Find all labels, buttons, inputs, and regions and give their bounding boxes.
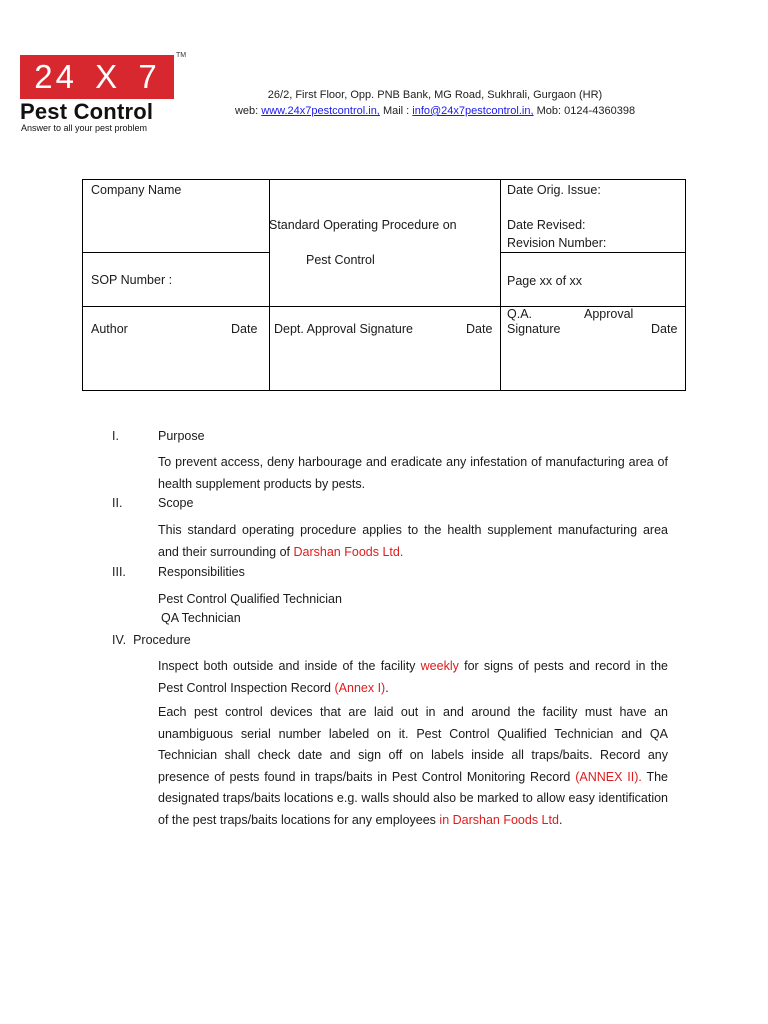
sop-number-label: SOP Number :: [91, 273, 173, 287]
date-revised-label: Date Revised:: [507, 218, 586, 232]
section-2-text: [158, 520, 668, 563]
section-3-number: III.: [112, 565, 126, 579]
p1-text-a: Inspect both outside and inside of the facility: [158, 659, 416, 673]
p2-text-a: Each pest control devices that are laid out in and around the facility must have an unambiguous serial number labeled on it. Pest Control Qualified Technician and QA Technician shall check date and sign off on labels inside all traps/baits. Record any presence of pests found in traps/baits in Pest Control Monitoring Record: [158, 705, 668, 784]
section-4-heading: IV. Procedure: [112, 633, 191, 647]
responsibility-item-1: Pest Control Qualified Technician: [158, 592, 342, 606]
qa-date-label: Date: [651, 322, 678, 336]
mail-label: Mail :: [382, 105, 410, 117]
mail-link[interactable]: info@24x7pestcontrol.in,: [412, 105, 534, 117]
qa-approval-label: Approval: [584, 307, 634, 321]
qa-signature-label: Signature: [507, 322, 561, 336]
company-address: 26/2, First Floor, Opp. PNB Bank, MG Road, Sukhrali, Gurgaon (HR): [267, 89, 603, 101]
dept-approval-label: Dept. Approval Signature: [274, 322, 413, 336]
p2-text-b: The designated traps/baits locations e.g. walls should also be marked to allow easy identification of the pest traps/baits locations for any employees: [158, 769, 668, 827]
sop-title-line1: Standard Operating Procedure on: [269, 218, 457, 232]
table-border-left: [82, 179, 83, 391]
p1-text-b: for signs of pests and record in the Pest Control Inspection Record: [158, 659, 668, 695]
company-name-label: Company Name: [91, 183, 182, 197]
section-2-company: Darshan Foods Ltd.: [293, 544, 404, 559]
section-3-title: Responsibilities: [158, 565, 245, 579]
contact-line: [190, 105, 680, 117]
web-label: web:: [234, 105, 259, 117]
section-1-number: I.: [112, 429, 119, 443]
procedure-paragraph-2: [158, 702, 668, 831]
p2-end: .: [558, 812, 563, 827]
sop-title-line2: Pest Control: [306, 253, 375, 267]
qa-label: Q.A.: [507, 307, 533, 321]
p1-end: .: [385, 680, 389, 695]
procedure-paragraph-1: [158, 656, 668, 699]
dept-date-label: Date: [466, 322, 493, 336]
table-border-right: [685, 179, 686, 391]
responsibility-item-2: QA Technician: [161, 611, 241, 625]
date-orig-issue-label: Date Orig. Issue:: [507, 183, 601, 197]
table-border-bottom: [82, 390, 686, 391]
section-2-title: Scope: [158, 496, 194, 510]
table-hline-left: [82, 252, 270, 253]
sop-header-table: [82, 179, 686, 391]
section-2-body: This standard operating procedure applies to the health supplement manufacturing area and their surrounding of: [158, 523, 668, 559]
table-hline-right: [500, 252, 686, 253]
revision-number-label: Revision Number:: [507, 236, 607, 250]
table-divider-2: [500, 179, 501, 391]
p1-annex: (Annex I): [334, 680, 386, 695]
table-divider-1: [269, 179, 270, 391]
table-border-top: [82, 179, 686, 180]
page-count-label: Page xx of xx: [507, 274, 583, 288]
section-2-number: II.: [112, 496, 123, 510]
p2-annex: (ANNEX II).: [575, 769, 642, 784]
logo-trademark: TM: [176, 52, 187, 59]
mobile-number: Mob: 0124-4360398: [536, 105, 636, 117]
p2-company: in Darshan Foods Ltd: [439, 812, 559, 827]
web-link[interactable]: www.24x7pestcontrol.in,: [261, 105, 380, 117]
logo-tagline: Answer to all your pest problem: [21, 123, 148, 133]
company-logo: [20, 52, 185, 134]
logo-brand: Pest Control: [20, 99, 154, 124]
author-date-label: Date: [231, 322, 258, 336]
logo-number: 24 X 7: [34, 58, 160, 95]
author-label: Author: [91, 322, 128, 336]
p1-weekly: weekly: [420, 659, 459, 673]
section-1-text: To prevent access, deny harbourage and eradicate any infestation of manufacturing area of health supplement products by pests.: [158, 455, 668, 491]
section-1-title: Purpose: [158, 429, 205, 443]
